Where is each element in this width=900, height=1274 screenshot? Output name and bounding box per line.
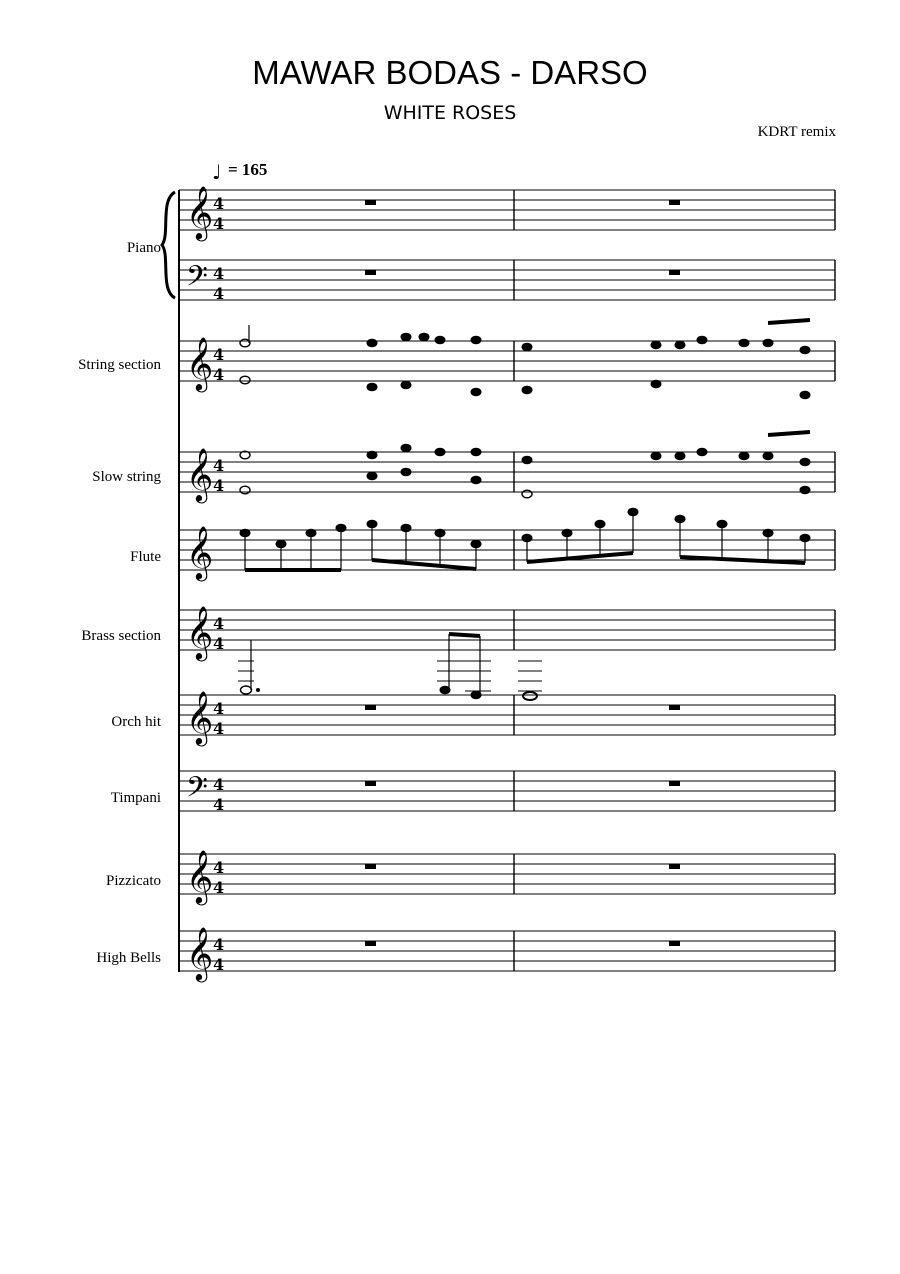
whole-rest xyxy=(365,864,376,869)
instrument-name-orch-hit: Orch hit xyxy=(111,714,161,730)
whole-rest xyxy=(365,941,376,946)
instrument-name-pizzicato: Pizzicato xyxy=(106,873,161,889)
whole-rest xyxy=(669,781,680,786)
instrument-name-high-bells: High Bells xyxy=(96,950,161,966)
instrument-name-flute: Flute xyxy=(130,549,161,565)
time-signature-denominator: 4 xyxy=(213,365,225,384)
time-signature-denominator: 4 xyxy=(213,955,225,974)
instrument-name-brass-section: Brass section xyxy=(81,628,161,644)
time-signature-numerator: 4 xyxy=(213,264,225,283)
time-signature-denominator: 4 xyxy=(213,214,225,233)
whole-rest xyxy=(365,270,376,275)
whole-rest xyxy=(365,781,376,786)
time-signature-denominator: 4 xyxy=(213,878,225,897)
string-section-notes xyxy=(240,320,810,399)
whole-rest xyxy=(365,200,376,205)
time-signature-numerator: 4 xyxy=(213,775,225,794)
instrument-name-string-section: String section xyxy=(78,357,161,373)
slow-string-notes xyxy=(240,432,810,498)
time-signature-numerator: 4 xyxy=(213,699,225,718)
whole-rest xyxy=(669,705,680,710)
treble-clef-icon: 𝄞 xyxy=(186,447,214,501)
instrument-name-slow-string: Slow string xyxy=(92,469,161,485)
score-subtitle: WHITE ROSES xyxy=(383,102,517,124)
quarter-note-icon: ♩ xyxy=(212,160,222,184)
arranger-credit: KDRT remix xyxy=(757,124,836,140)
instrument-name-timpani: Timpani xyxy=(110,790,161,806)
instrument-name-piano: Piano xyxy=(126,240,161,256)
time-signature-denominator: 4 xyxy=(213,795,225,814)
bass-clef-icon: 𝄢 xyxy=(186,260,208,300)
time-signature-denominator: 4 xyxy=(213,284,225,303)
piano-brace xyxy=(162,192,175,298)
treble-clef-icon: 𝄞 xyxy=(186,525,214,579)
treble-clef-icon: 𝄞 xyxy=(186,336,214,390)
whole-rest xyxy=(669,941,680,946)
brass-section-notes xyxy=(238,634,542,700)
treble-clef-icon: 𝄞 xyxy=(186,185,214,239)
flute-notes xyxy=(240,508,810,570)
time-signature-denominator: 4 xyxy=(213,719,225,738)
time-signature-denominator: 4 xyxy=(213,476,225,495)
time-signature-numerator: 4 xyxy=(213,858,225,877)
whole-rest xyxy=(365,705,376,710)
whole-rest xyxy=(669,864,680,869)
time-signature-numerator: 4 xyxy=(213,614,225,633)
staves xyxy=(179,185,835,982)
treble-clef-icon: 𝄞 xyxy=(186,849,214,903)
treble-clef-icon: 𝄞 xyxy=(186,605,214,659)
whole-rest xyxy=(669,200,680,205)
time-signature-numerator: 4 xyxy=(213,194,225,213)
treble-clef-icon: 𝄞 xyxy=(186,690,214,744)
time-signature-numerator: 4 xyxy=(213,456,225,475)
whole-rest xyxy=(669,270,680,275)
bass-clef-icon: 𝄢 xyxy=(186,771,208,811)
tempo-marking: = 165 xyxy=(228,160,268,179)
time-signature-numerator: 4 xyxy=(213,345,225,364)
score-title: MAWAR BODAS - DARSO xyxy=(252,54,648,91)
treble-clef-icon: 𝄞 xyxy=(186,926,214,980)
time-signature-denominator: 4 xyxy=(213,634,225,653)
time-signature-numerator: 4 xyxy=(213,935,225,954)
